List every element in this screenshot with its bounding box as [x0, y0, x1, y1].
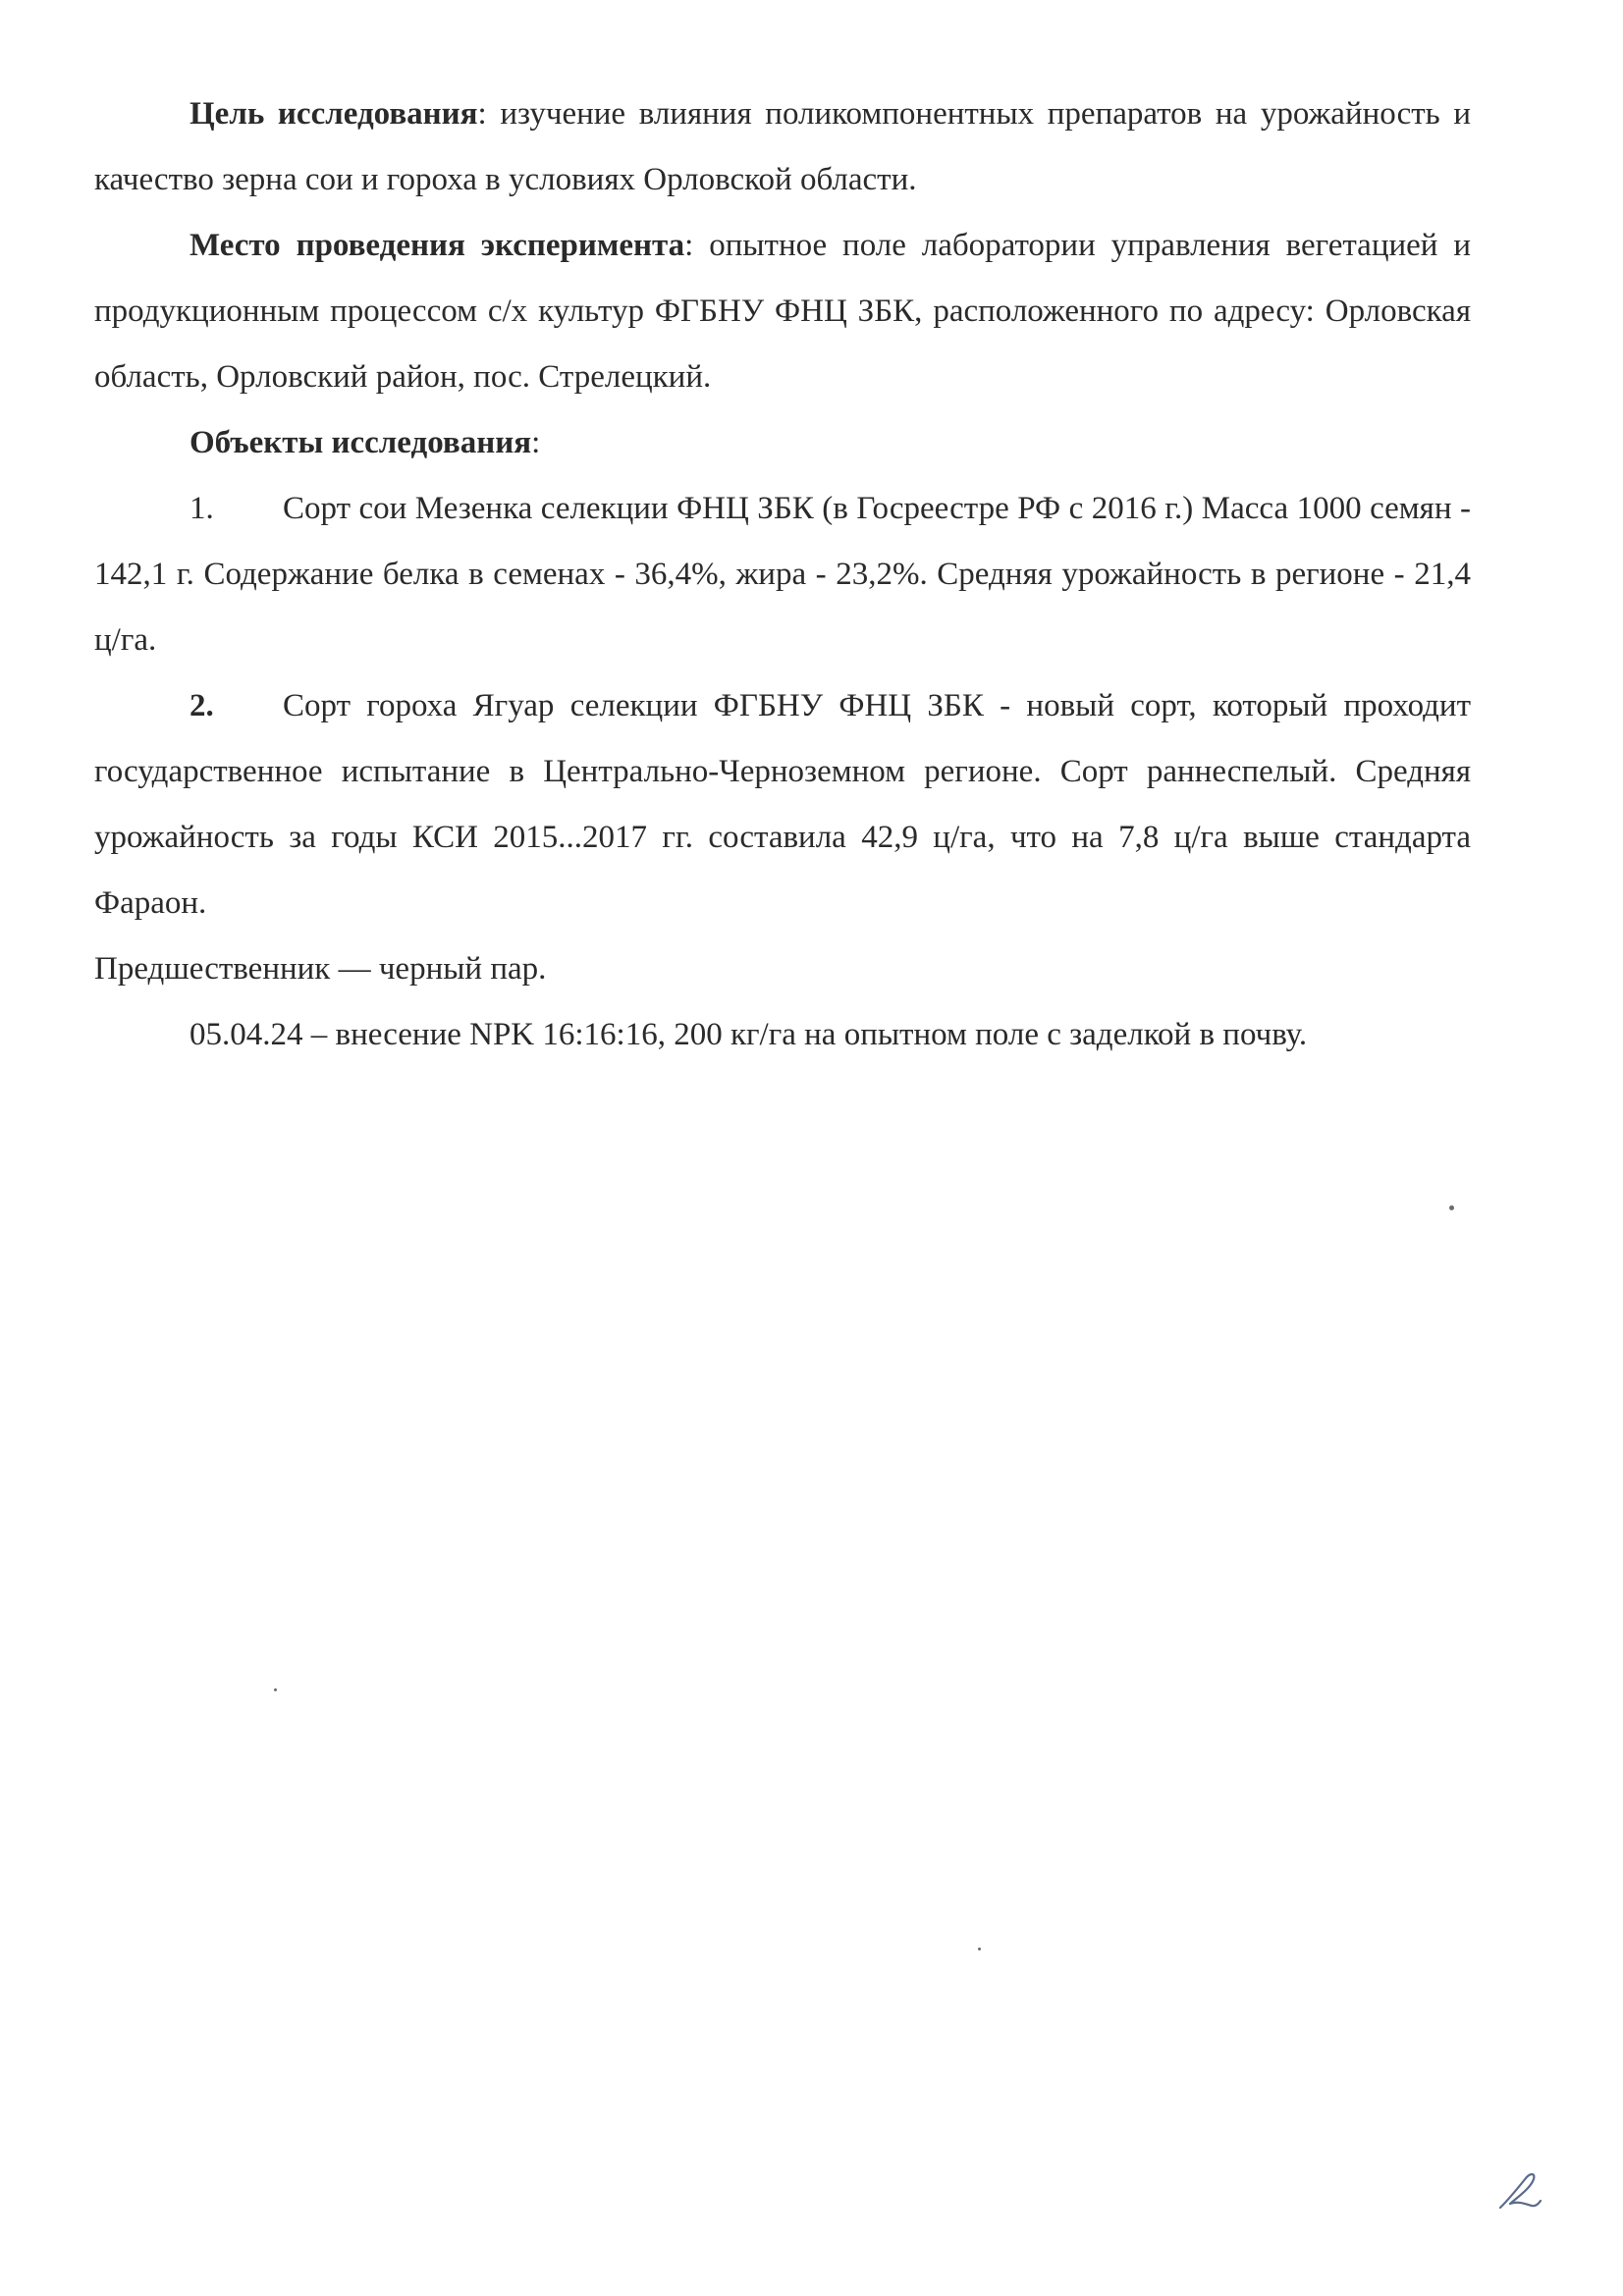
objects-heading: [94, 410, 1471, 476]
place-label: Место проведения эксперимента: [189, 228, 685, 263]
aim-separator: :: [477, 96, 501, 132]
scan-speck: [274, 1688, 277, 1691]
scan-speck: [978, 1948, 981, 1950]
list-item-text: Сорт гороха Ягуар селекции ФГБНУ ФНЦ ЗБК - новый сорт, который проходит государственное испытание в Центрально-Черноземном регионе. Сорт раннеспелый. Средняя урожайность за годы КСИ 2015...2017 гг. составила 42,9 ц/га, что на 7,8 ц/га выше стандарта Фараон.: [94, 688, 1471, 921]
list-item-number: 1.: [189, 491, 214, 526]
place-text: опытное поле лаборатории управления вегетацией и продукционным процессом с/х культур ФГБНУ ФНЦ ЗБК, расположенного по адресу: Орловская область, Орловский район, пос. Стрелецкий.: [94, 228, 1471, 395]
predecessor-line: Предшественник — черный пар.: [94, 951, 547, 987]
objects-label: Объекты исследования: [189, 425, 532, 460]
list-item: [94, 673, 1471, 936]
handwritten-mark-icon: [1492, 2164, 1543, 2216]
list-item-number: 2.: [189, 688, 214, 723]
aim-paragraph: [94, 81, 1471, 213]
scan-speck: [1449, 1205, 1454, 1210]
objects-separator: :: [531, 425, 541, 460]
place-separator: :: [684, 228, 710, 263]
aim-text: изучение влияния поликомпонентных препаратов на урожайность и качество зерна сои и гороха в условиях Орловской области.: [94, 96, 1472, 197]
place-paragraph: [94, 213, 1471, 410]
document-body: [94, 81, 1471, 1068]
aim-label: Цель исследования: [189, 96, 478, 132]
list-item: [94, 476, 1471, 673]
list-item-text: Сорт сои Мезенка селекции ФНЦ ЗБК (в Госреестре РФ с 2016 г.) Масса 1000 семян - 142,1 г. Содержание белка в семенах - 36,4%, жира - 23,2%. Средняя урожайность в регионе - 21,4 ц/га.: [94, 491, 1471, 658]
fertilization-line: 05.04.24 – внесение NPK 16:16:16, 200 кг/га на опытном поле с заделкой в почву.: [189, 1017, 1308, 1052]
